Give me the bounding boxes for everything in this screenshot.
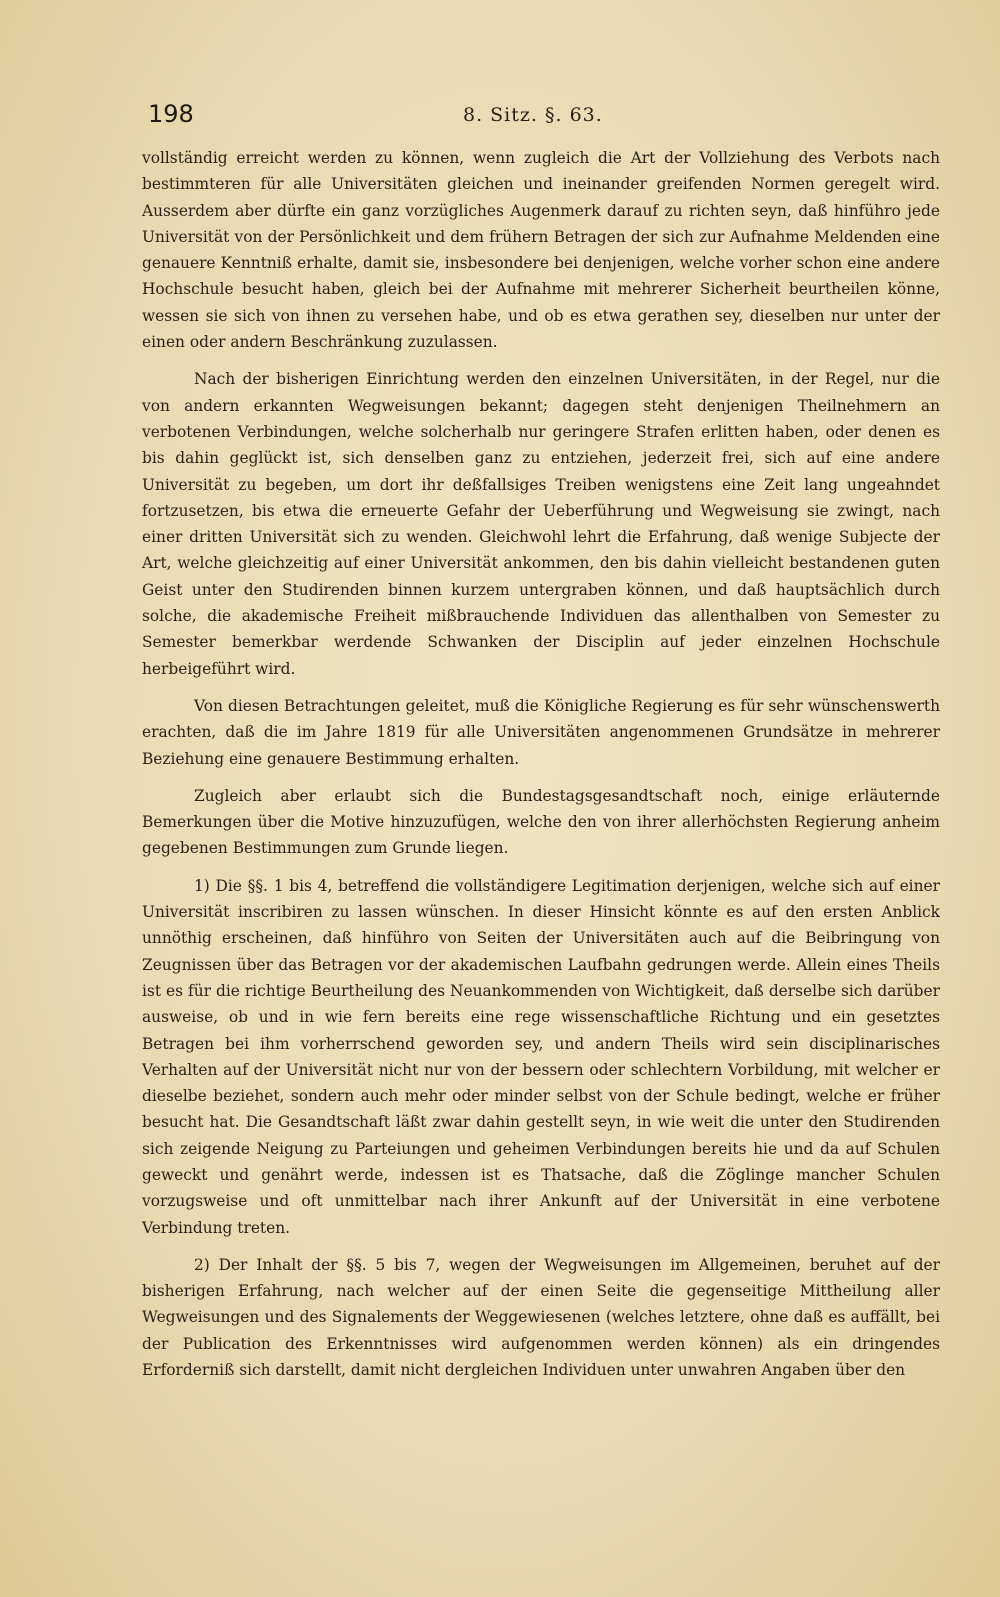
page-header (148, 100, 938, 136)
page-number: 198 (148, 100, 194, 128)
paragraph-point-1: 1) Die §§. 1 bis 4, betreffend die vollständigere Legitimation derjenigen, welche sich auf einer Universität inscribiren zu lassen wünschen. In dieser Hinsicht könnte es auf den ersten Anblick unnöthig erscheinen, daß hinführo von Seiten der Universitäten auch auf die Beibringung von Zeugnissen über das Betragen vor der akademischen Laufbahn gedrungen werde. Allein eines Theils ist es für die richtige Beurtheilung des Neuankommenden von Wichtigkeit, daß derselbe sich darüber ausweise, ob und in wie fern bereits eine rege wissenschaftliche Richtung und ein gesetztes Betragen bei ihm vorherrschend geworden sey, und andern Theils wird sein disciplinarisches Verhalten auf der Universität nicht nur von der bessern oder schlechtern Vorbildung, mit welcher er dieselbe beziehet, sondern auch mehr oder minder selbst von der Schule bedingt, welche er früher besucht hat. Die Gesandtschaft läßt zwar dahin gestellt seyn, in wie weit die unter den Studirenden sich zeigende Neigung zu Parteiungen und geheimen Verbindungen bereits hie und da auf Schulen geweckt und genährt werde, indessen ist es Thatsache, daß die Zöglinge mancher Schulen vorzugsweise und oft unmittelbar nach ihrer Ankunft auf der Universität in eine verbotene Verbindung treten. (142, 876, 940, 1237)
body-text (142, 145, 940, 1385)
paragraph-continuation: vollständig erreicht werden zu können, wenn zugleich die Art der Vollziehung des Verbots nach bestimmteren für alle Universitäten gleichen und ineinander greifenden Normen geregelt wird. Ausserdem aber dürfte ein ganz vorzügliches Augenmerk darauf zu richten seyn, daß hinführo jede Universität von der Persönlichkeit und dem frühern Betragen der sich zur Aufnahme Meldenden eine genauere Kenntniß erhalte, damit sie, insbesondere bei denjenigen, welche vorher schon eine andere Hochschule besucht haben, gleich bei der Aufnahme mit mehrerer Sicherheit beurtheilen könne, wessen sie sich von ihnen zu versehen habe, und ob es etwa gerathen sey, dieselben nur unter der einen oder andern Beschränkung zuzulassen. (142, 149, 940, 352)
paragraph-bisherige-einrichtung: Nach der bisherigen Einrichtung werden den einzelnen Universitäten, in der Regel, nur die von andern erkannten Wegweisungen bekannt; dagegen steht denjenigen Theilnehmern an verbotenen Verbindungen, welche solcherhalb nur geringere Strafen erlitten haben, oder denen es bis dahin geglückt ist, sich denselben ganz zu entziehen, jederzeit frei, sich auf eine andere Universität zu begeben, um dort ihr deßfallsiges Treiben wenigstens eine Zeit lang ungeahndet fortzusetzen, bis etwa die erneuerte Gefahr der Ueberführung und Wegweisung sie zwingt, nach einer dritten Universität sich zu wenden. Gleichwohl lehrt die Erfahrung, daß wenige Subjecte der Art, welche gleichzeitig auf einer Universität ankommen, den bis dahin vielleicht bestandenen guten Geist unter den Studirenden binnen kurzem untergraben können, und daß hauptsächlich durch solche, die akademische Freiheit mißbrauchende Individuen das allenthalben von Semester zu Semester bemerkbar werdende Schwanken der Disciplin auf jeder einzelnen Hochschule herbeigeführt wird. (142, 370, 940, 678)
paragraph-bemerkungen: Zugleich aber erlaubt sich die Bundestagsgesandtschaft noch, einige erläuternde Bemerkungen über die Motive hinzuzufügen, welche den von ihrer allerhöchsten Regierung anheim gegebenen Bestimmungen zum Grunde liegen. (142, 786, 940, 858)
running-head: 8. Sitz. §. 63. (463, 104, 603, 126)
paragraph-point-2: 2) Der Inhalt der §§. 5 bis 7, wegen der Wegweisungen im Allgemeinen, beruhet auf der bisherigen Erfahrung, nach welcher auf der einen Seite die gegenseitige Mittheilung aller Wegweisungen und des Signalements der Weggewiesenen (welches letztere, ohne daß es auffällt, bei der Publication des Erkenntnisses wird aufgenommen werden können) als ein dringendes Erforderniß sich darstellt, damit nicht dergleichen Individuen unter unwahren Angaben über den (142, 1255, 940, 1380)
paragraph-betrachtungen: Von diesen Betrachtungen geleitet, muß die Königliche Regierung es für sehr wünschenswerth erachten, daß die im Jahre 1819 für alle Universitäten angenommenen Grundsätze in mehrerer Beziehung eine genauere Bestimmung erhalten. (142, 696, 940, 768)
